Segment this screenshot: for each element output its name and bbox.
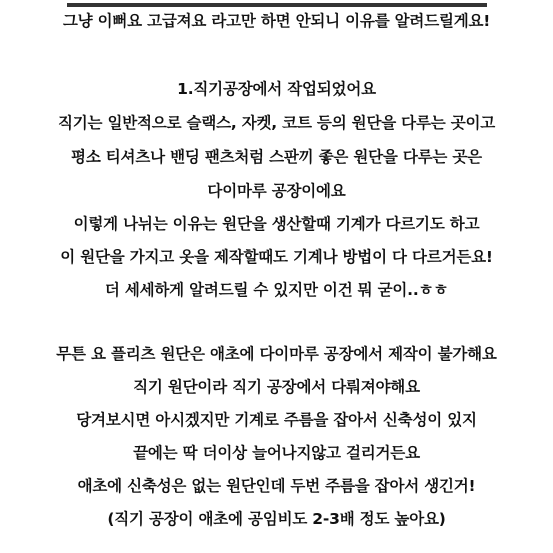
text-line-13: (직기 공장이 애초에 공임비도 2-3배 정도 높아요) [107, 510, 446, 528]
text-line-4: 다이마루 공장이에요 [207, 182, 346, 200]
text-line-9: 직기 원단이라 직기 공장에서 다뤄져야해요 [133, 378, 420, 396]
text-line-3: 평소 티셔츠나 밴딩 팬츠처럼 스판끼 좋은 원단을 다루는 곳은 [71, 148, 482, 166]
cropped-text-line [0, 0, 553, 8]
text-line-7: 더 세세하게 알려드릴 수 있지만 이건 뭐 굳이..ㅎㅎ [104, 281, 449, 299]
text-line-1: 그냥 이뻐요 고급져요 라고만 하면 안되니 이유를 알려드릴게요! [62, 12, 491, 30]
text-line-12: 애초에 신축성은 없는 원단인데 두번 주름을 잡아서 생긴거! [77, 477, 476, 495]
text-line-10: 당겨보시면 아시겠지만 기계로 주름을 잡아서 신축성이 있지 [76, 411, 477, 429]
text-line-8: 무튼 요 플리츠 원단은 애초에 다이마루 공장에서 제작이 불가해요 [56, 345, 497, 363]
text-line-5: 이렇게 나뉘는 이유는 원단을 생산할때 기계가 다르기도 하고 [73, 215, 480, 233]
section-heading-1: 1.직기공장에서 작업되었어요 [177, 80, 376, 98]
text-line-6: 이 원단을 가지고 옷을 제작할때도 기계나 방법이 다 다르거든요! [60, 248, 493, 266]
text-line-11: 끝에는 딱 더이상 늘어나지않고 걸리거든요 [133, 444, 420, 462]
text-line-2: 직기는 일반적으로 슬랙스, 자켓, 코트 등의 원단을 다루는 곳이고 [57, 114, 496, 132]
